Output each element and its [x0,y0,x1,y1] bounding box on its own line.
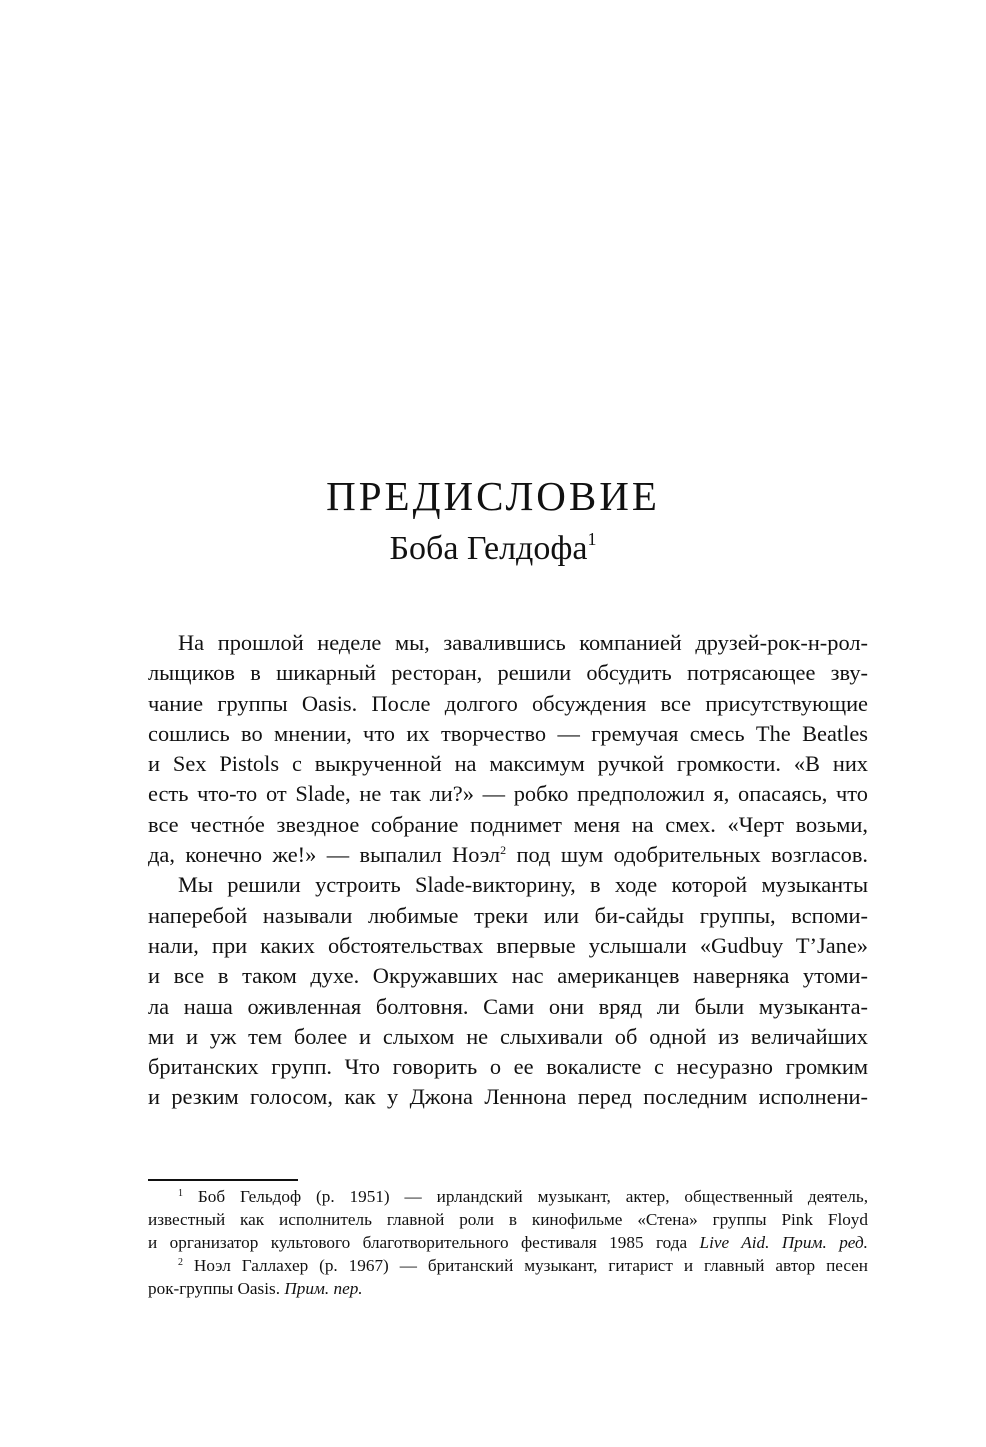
text-line: сошлись во мнении, что их творчество — гремучая смесь The Beatles [148,720,868,746]
subtitle-text: Боба Гелдофа [389,530,588,567]
footnotes [148,1185,868,1300]
footnote-line [148,1254,868,1277]
text-line: ла наша оживленная болтовня. Сами они вряд ли были музыканта- [148,993,868,1019]
text-line: лыщиков в шикарный ресторан, решили обсудить потрясающее зву- [148,660,868,686]
text-line: есть что-то от Slade, не так ли?» — робко предположил я, опасаясь, что [148,781,868,807]
page-subtitle [0,527,986,571]
text-line: и резким голосом, как у Джона Леннона перед последним исполнени- [148,1084,868,1110]
footnote-italic: Прим. пер. [284,1279,363,1298]
footnote-divider [148,1179,298,1181]
footnote-text: и организатор культового благотворительного фестиваля 1985 года [148,1233,700,1252]
footnote-text: рок-группы Oasis. [148,1279,285,1298]
text-line [148,840,868,870]
text-line: ми и уж тем более и слыхом не слыхивали об одной из величайших [148,1023,868,1049]
text-line: все честнóе звездное собрание поднимет меня на смех. «Черт возьми, [148,811,868,837]
text-line: На прошлой неделе мы, завалившись компанией друзей-рок-н-рол- [178,630,868,655]
text-line: британских групп. Что говорить о ее вокалисте с несуразно громким [148,1054,868,1080]
text-line: и все в таком духе. Окружавших нас американцев наверняка утоми- [148,963,868,989]
footnote-line [148,1231,868,1254]
main-text [148,628,868,1113]
page-title: ПРЕДИСЛОВИЕ [326,473,660,519]
footnote-text: Боб Гельдоф (р. 1951) — ирландский музыкант, актер, общественный деятель, [183,1187,868,1206]
text-fragment: да, конечно же!» — выпалил Ноэл [148,842,501,868]
text-line: и Sex Pistols с выкрученной на максимум ручкой громкости. «В них [148,751,868,777]
footnote-text: Ноэл Галлахер (р. 1967) — британский музыкант, гитарист и главный автор песен [183,1256,868,1275]
text-fragment: под шум одобрительных возгласов. [506,842,869,868]
text-line: наперебой называли любимые треки или би-сайды группы, вспоми- [148,902,868,928]
footnote-ref-2[interactable]: 2 [500,843,507,858]
footnote-ref-1[interactable]: 1 [587,529,597,549]
text-line: чание группы Oasis. После долгого обсуждения все присутствующие [148,690,868,716]
footnote-line: известный как исполнитель главной роли в кинофильме «Стена» группы Pink Floyd [148,1210,868,1229]
footnote-number-2: 2 [178,1257,183,1268]
text-line: Мы решили устроить Slade-викторину, в ходе которой музыканты [178,872,868,898]
text-line: нали, при каких обстоятельствах впервые услышали «Gudbuy T’Jane» [148,932,868,958]
footnote-line [148,1277,868,1300]
footnote-line [148,1185,868,1208]
footnote-number-1: 1 [178,1188,183,1199]
footnote-italic: Live Aid. Прим. ред. [699,1233,868,1252]
